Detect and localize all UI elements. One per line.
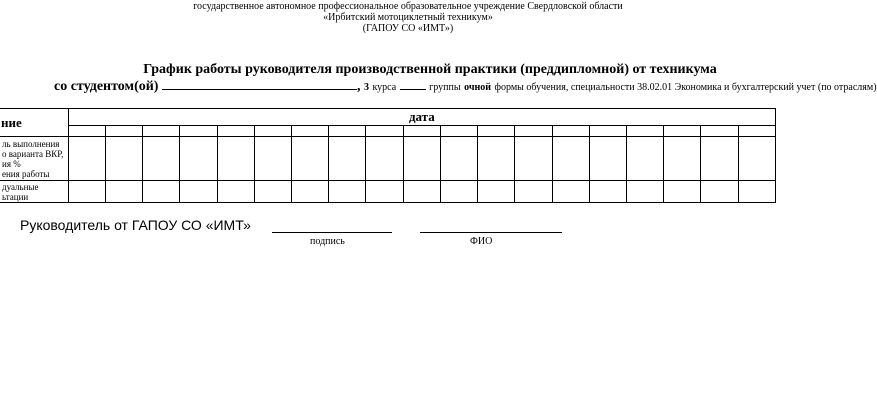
table-cell[interactable] — [626, 181, 663, 203]
row-label-line: ль выполнения — [2, 139, 60, 149]
table-cell[interactable] — [68, 137, 105, 181]
date-cell[interactable] — [403, 126, 440, 137]
row-label-line: дуальные — [2, 182, 39, 192]
date-cell[interactable] — [626, 126, 663, 137]
row-label-consultations — [0, 181, 68, 203]
header-date: дата — [408, 109, 435, 124]
table-cell[interactable] — [403, 181, 440, 203]
table-cell[interactable] — [291, 181, 328, 203]
table-cell[interactable] — [105, 137, 142, 181]
course-label: курса — [372, 82, 397, 93]
signature-line[interactable] — [272, 232, 392, 233]
document-title: График работы руководителя производственной практики (преддипломной) от техникума — [143, 62, 717, 77]
date-cell[interactable] — [68, 126, 105, 137]
student-prefix: со студентом(ой) — [54, 79, 159, 94]
header-name: ние — [1, 114, 22, 130]
name-line[interactable] — [420, 232, 562, 233]
specialty-text: формы обучения, специальности 38.02.01 Экономика и бухгалтерский учет (по отраслям) — [494, 82, 877, 93]
date-cell[interactable] — [552, 126, 589, 137]
table-cell[interactable] — [254, 181, 291, 203]
date-cell[interactable] — [143, 126, 180, 137]
date-cell[interactable] — [291, 126, 328, 137]
table-cell[interactable] — [105, 181, 142, 203]
table-cell[interactable] — [738, 181, 775, 203]
date-cell[interactable] — [217, 126, 254, 137]
table-cell[interactable] — [217, 181, 254, 203]
course-number: 3 — [363, 82, 369, 93]
table-cell[interactable] — [291, 137, 328, 181]
schedule-table — [0, 108, 776, 203]
table-cell[interactable] — [478, 181, 515, 203]
row-label-line: о варианта ВКР, — [2, 149, 64, 159]
table-cell[interactable] — [254, 137, 291, 181]
header-name-cell — [0, 109, 68, 137]
table-cell[interactable] — [440, 181, 477, 203]
date-cell[interactable] — [589, 126, 626, 137]
org-name-line: государственное автономное профессиональное образовательное учреждение Свердловской области — [193, 1, 623, 12]
row-label-line: ия % — [2, 159, 21, 169]
row-label-progress — [0, 137, 68, 181]
row-label-line: ьтации — [2, 192, 29, 202]
table-cell[interactable] — [366, 137, 403, 181]
course-blank[interactable] — [400, 89, 426, 90]
header-date-cell — [68, 109, 775, 126]
table-cell[interactable] — [552, 181, 589, 203]
table-cell[interactable] — [366, 181, 403, 203]
org-abbreviation: (ГАПОУ СО «ИМТ») — [362, 23, 454, 34]
row-label-line: ения работы — [2, 169, 50, 179]
table-cell[interactable] — [664, 181, 701, 203]
table-cell[interactable] — [329, 181, 366, 203]
date-cell[interactable] — [515, 126, 552, 137]
date-cell[interactable] — [664, 126, 701, 137]
name-caption: ФИО — [470, 236, 493, 247]
student-line — [54, 79, 877, 95]
table-cell[interactable] — [68, 181, 105, 203]
supervisor-label: Руководитель от ГАПОУ СО «ИМТ» — [20, 217, 251, 233]
table-cell[interactable] — [478, 137, 515, 181]
table-cell[interactable] — [701, 181, 738, 203]
table-cell[interactable] — [329, 137, 366, 181]
date-cell[interactable] — [738, 126, 775, 137]
study-form: очной — [464, 82, 491, 93]
table-cell[interactable] — [143, 137, 180, 181]
table-cell[interactable] — [738, 137, 775, 181]
table-cell[interactable] — [664, 137, 701, 181]
date-cell[interactable] — [701, 126, 738, 137]
table-cell[interactable] — [180, 181, 217, 203]
table-cell[interactable] — [626, 137, 663, 181]
date-cell[interactable] — [478, 126, 515, 137]
table-cell[interactable] — [217, 137, 254, 181]
date-cell[interactable] — [180, 126, 217, 137]
table-cell[interactable] — [589, 181, 626, 203]
table-cell[interactable] — [515, 137, 552, 181]
table-cell[interactable] — [552, 137, 589, 181]
date-cell[interactable] — [440, 126, 477, 137]
table-cell[interactable] — [180, 137, 217, 181]
student-name-blank[interactable] — [162, 89, 357, 90]
date-cell[interactable] — [366, 126, 403, 137]
date-cell[interactable] — [329, 126, 366, 137]
date-cell[interactable] — [254, 126, 291, 137]
comma: , — [356, 79, 361, 94]
group-label: группы — [429, 82, 461, 93]
org-school-name: «Ирбитский мотоциклетный техникум» — [323, 12, 493, 23]
table-cell[interactable] — [440, 137, 477, 181]
table-cell[interactable] — [515, 181, 552, 203]
table-cell[interactable] — [589, 137, 626, 181]
table-cell[interactable] — [701, 137, 738, 181]
table-cell[interactable] — [403, 137, 440, 181]
date-cell[interactable] — [105, 126, 142, 137]
table-cell[interactable] — [143, 181, 180, 203]
signature-caption: подпись — [310, 236, 345, 247]
